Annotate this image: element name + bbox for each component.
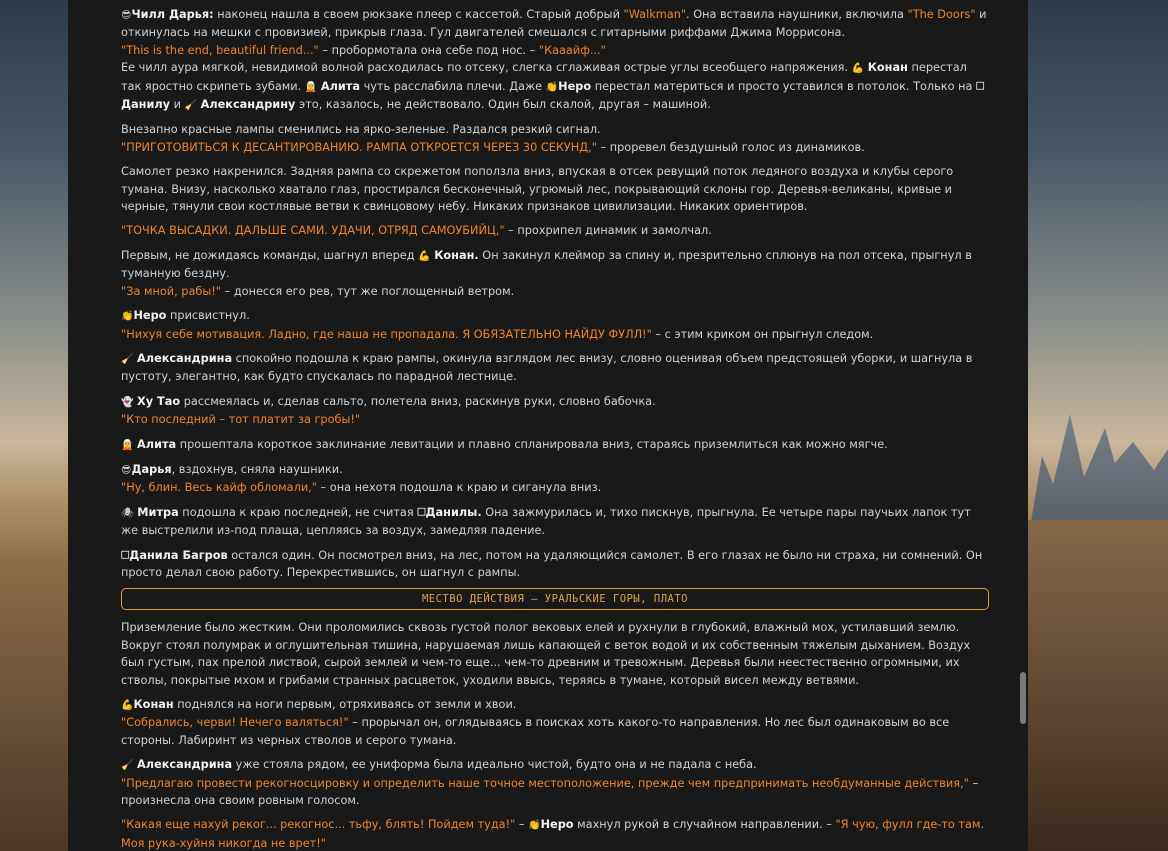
quote: "Нихуя себе мотивация. Ладно, где наша не пропадала. Я ОБЯЗАТЕЛЬНО НАЙДУ ФУЛЛ!" — [121, 327, 652, 341]
clapping-hands-icon: 👏 — [121, 311, 134, 323]
story-paragraph — [121, 619, 989, 689]
narration: и — [170, 98, 185, 112]
story-paragraph — [121, 696, 989, 749]
quote: "This is the end, beautiful friend..." — [121, 43, 319, 57]
narration: – — [515, 818, 529, 832]
narration: спокойно подошла к краю рампы, окинула взглядом лес внизу, словно оценивая объем предстоящей уборки, и шагнула в пустоту, элегантно, как будто спускалась по парадной лестнице. — [121, 351, 973, 384]
quote: "Я чую, фулл где-то там. Моя рука-хуйня никогда не врет!" — [121, 818, 985, 850]
story-paragraph — [121, 816, 989, 851]
narration: чуть расслабила плечи. Даже — [359, 79, 546, 93]
scrollbar-thumb[interactable] — [1020, 672, 1026, 724]
character-name: Конан. — [434, 248, 479, 262]
broom-icon: 🧹 — [184, 100, 198, 112]
quote: "Какая еще нахуй реког... рекогнос... тьфу, блять! Пойдем туда!" — [121, 818, 516, 832]
story-paragraph — [121, 247, 989, 300]
narration: Самолет резко накренился. Задняя рампа со скрежетом поползла вниз, впуская в отсек ревущий поток ледяного воздуха и клубы серого тумана. Внизу, насколько хватало глаз, простирался бесконечный, угрюмый лес, покрывающий склоны гор. Деревья-великаны, кривые и черные, тянули свои костлявые ветви к свинцовому небу. Никаких признаков цивилизации. Никаких ориентиров. — [121, 165, 954, 214]
character-name: Алита — [137, 437, 177, 451]
narration: Ее чилл аура мягкой, невидимой волной расходилась по отсеку, слегка сглаживая острые углы всеобщего напряжения. — [121, 61, 852, 75]
quote: "ПРИГОТОВИТЬСЯ К ДЕСАНТИРОВАНИЮ. РАМПА ОТКРОЕТСЯ ЧЕРЕЗ 30 СЕКУНД," — [121, 140, 597, 154]
character-name: Неро — [540, 818, 574, 832]
story-paragraph — [121, 163, 989, 215]
narration: – пробормотала она себе под нос. – — [318, 43, 539, 57]
narration: подошла к краю последней, не считая — [178, 505, 418, 519]
clapping-hands-icon: 👏 — [545, 81, 559, 93]
story-paragraph — [121, 350, 989, 386]
narration: – донесся его рев, тут же поглощенный ветром. — [221, 284, 515, 298]
character-name: Алита — [320, 79, 360, 93]
quote: "За мной, рабы!" — [121, 284, 222, 298]
story-paragraph — [121, 756, 989, 809]
story-paragraph — [121, 436, 989, 454]
story-paragraph — [121, 547, 989, 582]
flexed-biceps-icon: 💪 — [418, 250, 431, 262]
story-text — [121, 6, 989, 851]
narration: Он закинул клеймор за спину и, презрительно сплюнув на пол отсека, прыгнул в туманную бездну. — [121, 248, 972, 281]
background-ground-left — [0, 560, 70, 851]
narration: – произнесла она своим ровным голосом. — [121, 776, 979, 808]
character-name: Александрина — [137, 758, 233, 772]
quote: "Кааайф..." — [538, 43, 606, 57]
narration: уже стояла рядом, ее униформа была идеально чистой, будто она и не падала с неба. — [232, 758, 757, 772]
character-name: Чилл Дарья: — [131, 8, 214, 21]
quote: "Ну, блин. Весь кайф обломали," — [121, 481, 317, 495]
character-name: 🗆Данила Багров — [121, 548, 228, 562]
quote: "Кто последний – тот платит за гробы!" — [121, 413, 361, 427]
scene-location-banner: МЕСТВО ДЕЙСТВИЯ – УРАЛЬСКИЕ ГОРЫ, ПЛАТО — [121, 588, 989, 610]
broom-icon: 🧹 — [121, 353, 134, 365]
background-ground-right — [1028, 520, 1168, 851]
narration: , вздохнув, сняла наушники. — [171, 462, 343, 476]
character-name: 🗆Данилу — [121, 79, 985, 112]
broom-icon: 🧹 — [121, 760, 134, 772]
character-name: 🗆Данилы. — [417, 505, 482, 519]
character-name: Дарья — [131, 462, 172, 476]
narration: поднялся на ноги первым, отряхиваясь от земли и хвои. — [173, 698, 517, 711]
narration: наконец нашла в своем рюкзаке плеер с кассетой. Старый добрый — [213, 8, 624, 21]
character-name: Митра — [137, 505, 179, 519]
narration: прошептала короткое заклинание левитации и плавно спланировала вниз, стараясь приземлиться как можно мягче. — [176, 437, 888, 451]
sunglasses-icon: 😎 — [121, 10, 132, 21]
narration: – проревел бездушный голос из динамиков. — [596, 140, 865, 154]
character-name: Александрина — [137, 351, 233, 365]
story-paragraph — [121, 461, 989, 497]
narration: Приземление было жестким. Они проломились сквозь густой полог вековых елей и рухнули в глубокий, влажный мох, устилавший землю. Вокруг стоял полумрак и оглушительная тишина, нарушаемая лишь капающей с веток водой и их собственным тяжелым дыханием. Воздух был густым, пах прелой листвой, сырой землей и чем-то еще... чем-то древним и тревожным. Деревья были неестественно огромными, их стволы, покрытые мхом и грибами странных расцветок, уходили ввысь, теряясь в тумане, который висел между ветвями. — [121, 621, 971, 687]
character-name: Неро — [133, 309, 167, 323]
sunglasses-icon: 😎 — [121, 464, 132, 476]
quote: "Собрались, черви! Нечего валяться!" — [121, 716, 349, 730]
story-paragraph — [121, 121, 989, 156]
quote: "Walkman" — [623, 8, 687, 21]
narration: Она зажмурилась и, тихо пискнув, прыгнула. Ее четыре пары паучьих лапок тут же выстрелили из-под плаща, цепляясь за воздух, замедляя падение. — [121, 505, 971, 538]
narration: – прохрипел динамик и замолчал. — [504, 224, 712, 238]
story-paragraph — [121, 222, 989, 239]
narration: присвистнул. — [166, 309, 250, 323]
narration: перестал материться и просто уставился в потолок. Только на — [591, 79, 977, 93]
spider-icon: 🕷 — [121, 507, 134, 519]
narration: – с этим криком он прыгнул следом. — [651, 327, 874, 341]
ghost-icon: 👻 — [121, 396, 134, 408]
story-paragraph — [121, 393, 989, 429]
narration: перестал так яростно скрипеть зубами. — [121, 61, 967, 93]
elf-icon: 🧝 — [304, 81, 318, 93]
quote: "Предлагаю провести рекогносцировку и определить наше точное местоположение, прежде чем предпринимать необдуманные действия," — [121, 776, 969, 790]
narration: – она нехотя подошла к краю и сиганула вниз. — [316, 481, 602, 495]
elf-icon: 🧝 — [121, 439, 134, 451]
narration: и откинулась на мешки с провизией, прикрыв глаза. Гул двигателей смешался с гитарными риффами Джима Моррисона. — [121, 8, 987, 40]
flexed-biceps-icon: 💪 — [851, 63, 865, 75]
quote: "The Doors" — [907, 8, 976, 21]
character-name: Неро — [558, 79, 592, 93]
story-paragraph — [121, 307, 989, 343]
chat-panel — [68, 0, 1028, 851]
character-name: Конан — [867, 61, 908, 75]
quote: "ТОЧКА ВЫСАДКИ. ДАЛЬШЕ САМИ. УДАЧИ, ОТРЯД САМОУБИЙЦ," — [121, 224, 505, 238]
narration: Первым, не дожидаясь команды, шагнул вперед — [121, 248, 419, 262]
narration: – прорычал он, оглядываясь в поисках хоть какого-то направления. Но лес был одинаковым во все стороны. Лабиринт из черных стволов и серого тумана. — [121, 716, 950, 747]
narration: это, казалось, не действовало. Один был скалой, другая – машиной. — [295, 98, 711, 112]
clapping-hands-icon: 👏 — [528, 820, 541, 832]
narration: рассмеялась и, сделав сальто, полетела вниз, раскинув руки, словно бабочка. — [180, 394, 656, 408]
character-name: Александрину — [200, 98, 296, 112]
character-name: Ху Тао — [137, 394, 181, 408]
story-paragraph — [121, 504, 989, 540]
flexed-biceps-icon: 💪 — [121, 700, 134, 711]
story-paragraph — [121, 6, 989, 114]
narration: остался один. Он посмотрел вниз, на лес, потом на удаляющийся самолет. В его глазах не было ни страха, ни сомнений. Он просто делал свою работу. Перекрестившись, он шагнул с рампы. — [121, 548, 983, 579]
narration: . Она вставила наушники, включила — [686, 8, 908, 21]
character-name: Конан — [133, 698, 174, 711]
narration: Внезапно красные лампы сменились на ярко-зеленые. Раздался резкий сигнал. — [121, 123, 601, 137]
narration: махнул рукой в случайном направлении. – — [573, 818, 836, 832]
